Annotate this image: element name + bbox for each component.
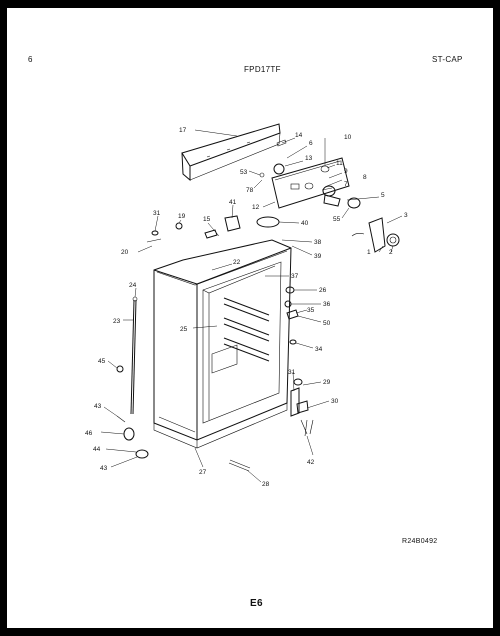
callout-31-lower: 31	[288, 369, 296, 376]
callout-2: 2	[389, 249, 393, 256]
callout-24: 24	[129, 282, 137, 289]
callout-31: 31	[153, 210, 161, 217]
callout-38: 38	[314, 239, 322, 246]
exploded-view-drawing	[7, 8, 493, 628]
callout-43: 43	[94, 403, 102, 410]
callout-13: 13	[305, 155, 313, 162]
cabinet-body	[154, 240, 291, 448]
callout-37: 37	[291, 273, 299, 280]
callout-29: 29	[323, 379, 331, 386]
callout-36: 36	[323, 301, 331, 308]
callout-3: 3	[404, 212, 408, 219]
callout-20: 20	[121, 249, 129, 256]
callout-11: 11	[336, 160, 343, 167]
left-side-parts	[117, 297, 250, 471]
callout-46: 46	[85, 430, 93, 437]
callout-27: 27	[199, 469, 207, 476]
callout-25: 25	[180, 326, 188, 333]
air-channel-part	[182, 124, 280, 180]
callout-35: 35	[307, 307, 315, 314]
header-model: FPD17TF	[244, 65, 281, 74]
callout-15: 15	[203, 216, 211, 223]
cabinet-top-parts	[147, 216, 240, 242]
upper-hinge-part	[352, 218, 399, 252]
callout-39: 39	[314, 253, 322, 260]
callout-28: 28	[262, 481, 270, 488]
callout-17: 17	[179, 127, 187, 134]
callout-50: 50	[323, 320, 331, 327]
callout-23: 23	[113, 318, 121, 325]
header-left-mark: 6	[28, 55, 33, 64]
callout-45: 45	[98, 358, 106, 365]
callout-12: 12	[252, 204, 260, 211]
callout-78: 78	[246, 187, 254, 194]
callout-55: 55	[333, 216, 341, 223]
leader-lines	[101, 130, 402, 482]
callout-30: 30	[331, 398, 339, 405]
header-section: ST-CAP	[432, 55, 463, 64]
callout-53: 53	[240, 169, 248, 176]
callout-1: 1	[367, 249, 371, 256]
callout-41: 41	[229, 199, 237, 206]
callout-42: 42	[307, 459, 315, 466]
callout-43-lower: 43	[100, 465, 108, 472]
callout-19: 19	[178, 213, 186, 220]
callout-6: 6	[309, 140, 313, 147]
callout-44: 44	[93, 446, 101, 453]
drawing-code: R24B0492	[402, 538, 438, 545]
callout-26: 26	[319, 287, 327, 294]
callout-5: 5	[381, 192, 385, 199]
page-number: E6	[250, 598, 263, 609]
callout-14: 14	[295, 132, 303, 139]
callout-10: 10	[344, 134, 352, 141]
callout-22: 22	[233, 259, 241, 266]
callout-34: 34	[315, 346, 323, 353]
callout-7: 7	[344, 181, 348, 188]
callout-8: 8	[363, 174, 367, 181]
callout-40: 40	[301, 220, 309, 227]
parts-diagram-sheet	[7, 8, 493, 628]
callout-9: 9	[344, 168, 348, 175]
